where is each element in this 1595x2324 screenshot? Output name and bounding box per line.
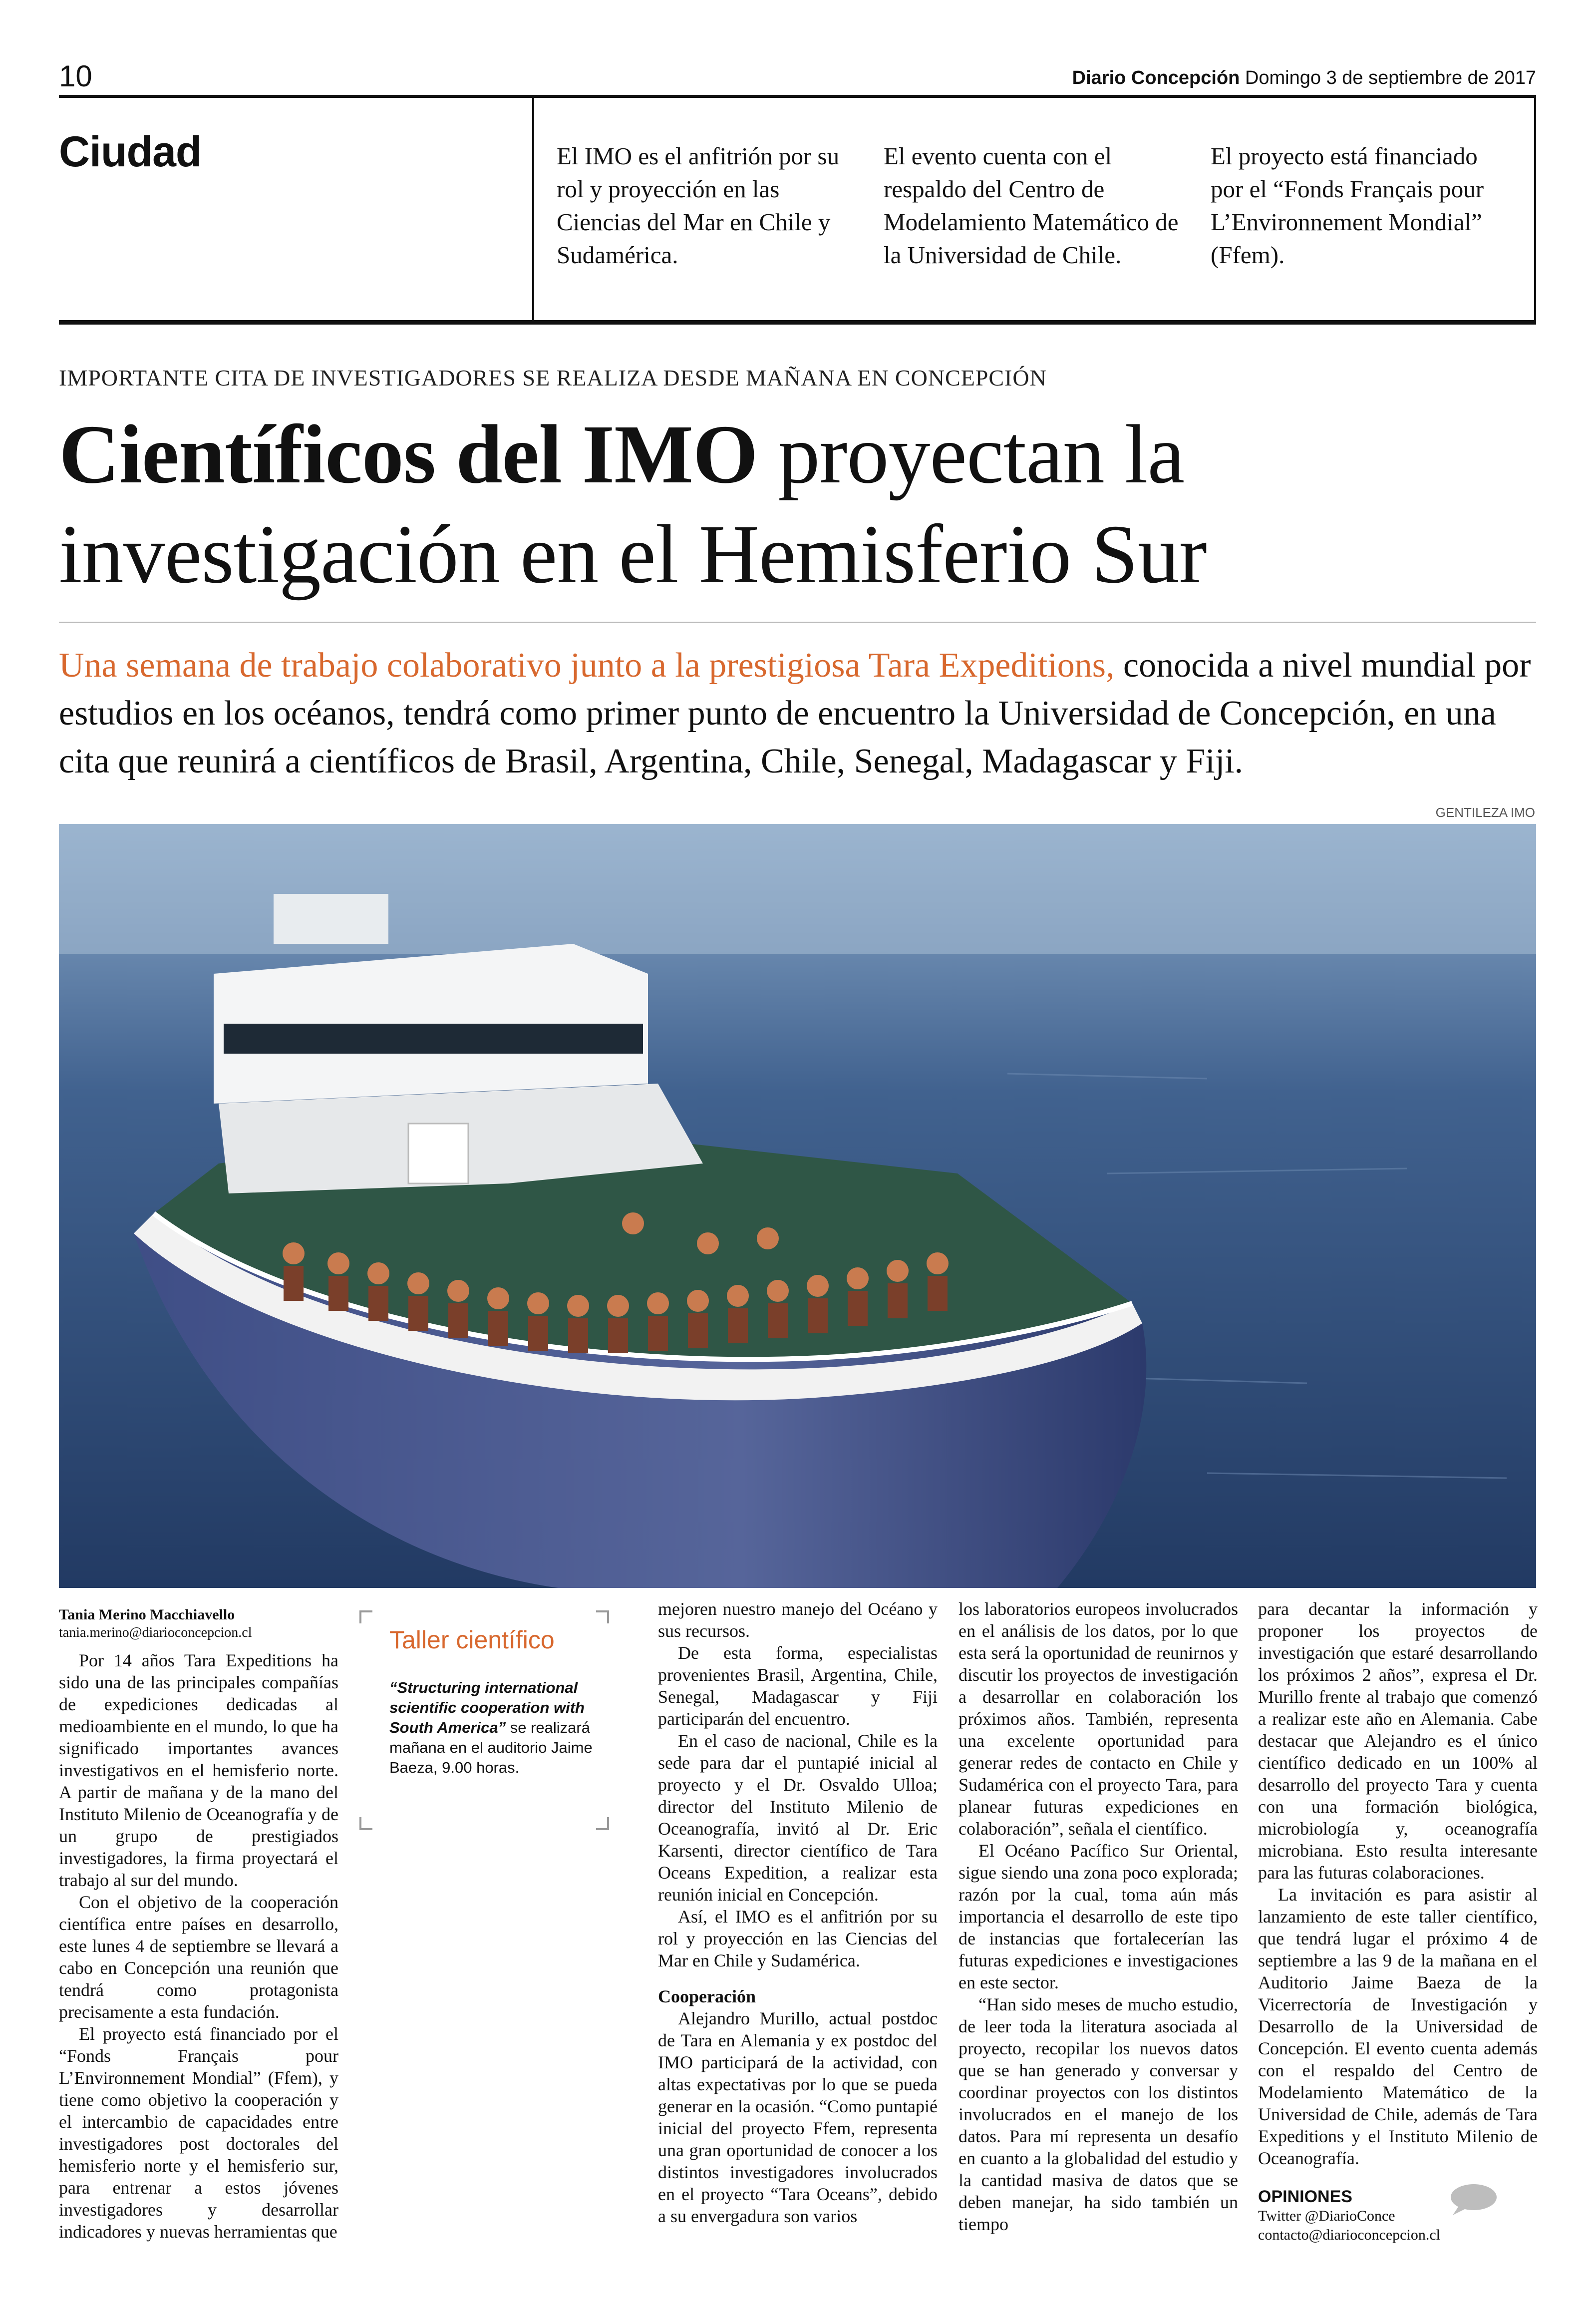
deck-rest: conocida a nivel mundial por estudios en los océanos, tendrá como primer punto de encuentro la Universidad de Concepción, en una cita que reunirá a científicos de Brasil, Argentina, Chile, Senegal, Madagascar y Fiji.	[59, 646, 1531, 780]
paragraph: Con el objetivo de la cooperación científica entre países en desarrollo, este lunes 4 de septiembre se llevará a cabo en Concepción una reunión que tendrá como protagonista precisamente a esta fundación.	[59, 1892, 338, 2022]
headline-rule	[59, 622, 1536, 623]
opiniones-twitter[interactable]: Twitter @DiarioConce	[1258, 2208, 1395, 2224]
paragraph: para decantar la información y proponer los proyectos de investigación que estaré desarrollando los próximos 2 años”, expresa el Dr. Murillo frente al trabajo que comenzó a realizar este año en Alemania. Cabe destacar que Alejandro es el único científico dedicado en un 100% al desarrollo del proyecto Tara y cuenta con una formación biológica, microbiología y, oceanografía microbiana. Esto resulta interesante para las futuras colaboraciones.	[1258, 1599, 1538, 1883]
opiniones-email[interactable]: contacto@diarioconcepcion.cl	[1258, 2227, 1440, 2243]
paragraph: De esta forma, especialistas provenientes Brasil, Argentina, Chile, Senegal, Madagascar y Fiji participarán del encuentro.	[658, 1643, 938, 1729]
article-column-4	[958, 1598, 1238, 2235]
publication-name: Diario Concepción	[1072, 67, 1240, 88]
header-info	[1072, 67, 1536, 89]
highlight-2: El evento cuenta con el respaldo del Centro de Modelamiento Matemático de la Universidad de Chile.	[884, 142, 1179, 269]
author-email[interactable]: tania.merino@diarioconcepcion.cl	[59, 1625, 252, 1640]
issue-date: Domingo 3 de septiembre de 2017	[1245, 67, 1536, 88]
bracket-top-right	[596, 1610, 609, 1623]
taller-sidebar	[359, 1610, 609, 1830]
article-column-1	[59, 1605, 338, 2243]
speech-bubble-icon	[1448, 2182, 1498, 2217]
ship-photo	[59, 824, 1536, 1588]
deck-highlight: Una semana de trabajo colaborativo junto a la prestigiosa Tara Expeditions,	[59, 646, 1115, 685]
paragraph: Así, el IMO es el anfitrión por su rol y proyección en las Ciencias del Mar en Chile y Sudamérica.	[658, 1907, 938, 1970]
sidebar-text	[389, 1678, 599, 1778]
paragraph: los laboratorios europeos involucrados en el análisis de los datos, por lo que esta será la oportunidad de reunirnos y discutir los proyectos de investigación a desarrollar en colaboración los próximos años. También, representa una excelente oportunidad para generar redes de contacto en Chile y Sudamérica con el proyecto Tara, para planear futuras expediciones en colaboración”, señala el científico.	[958, 1599, 1238, 1839]
paragraph: Por 14 años Tara Expeditions ha sido una de las principales compañías de expediciones dedicadas al medioambiente en el mundo, lo que ha significado importantes avances investigativos en el hemisferio norte. A partir de mañana y de la mano del Instituto Milenio de Oceanografía y de un grupo de prestigiados investigadores, la firma proyectará el trabajo al sur del mundo.	[59, 1650, 338, 1890]
opiniones-box	[1258, 2187, 1498, 2245]
paragraph: “Han sido meses de mucho estudio, de leer toda la literatura asociada al proyecto, recopilar los nuevos datos que se han generado y conversar y coordinar proyectos con los distintos involucrados en el manejo de los datos. Para mí representa un desafío en cuanto a la globalidad del estudio y la cantidad masiva de datos que se deben manejar, ha sido también un tiempo	[958, 1994, 1238, 2234]
paragraph: En el caso de nacional, Chile es la sede para dar el puntapié inicial al proyecto y el Dr. Osvaldo Ulloa; director del Instituto Milenio de Oceanografía, invitó al Dr. Eric Karsenti, director científico de Tara Oceans Expedition, a realizar esta reunión inicial en Concepción.	[658, 1731, 938, 1905]
bracket-top-left	[359, 1610, 372, 1623]
deck	[59, 642, 1537, 785]
sidebar-title: Taller científico	[389, 1626, 555, 1654]
headline	[59, 404, 1532, 604]
sidebar-italic: “Structuring international scientific cooperation with South America”	[389, 1679, 585, 1736]
paragraph: El proyecto está financiado por el “Fonds Français pour L’Environnement Mondial” (Ffem), y tiene como objetivo la cooperación y el intercambio de capacidades entre investigadores post doctorales del hemisferio norte y el hemisferio sur, para entrenar a estos jóvenes investigadores y desarrollar indicadores y nuevas herramientas que	[59, 2024, 338, 2242]
paragraph: La invitación es para asistir al lanzamiento de este taller científico, que tendrá lugar el próximo 4 de septiembre a las 9 de la mañana en el Auditorio Jaime Baeza de la Vicerrectoría de Investigación y Desarrollo de la Universidad de Concepción. El evento cuenta además con el respaldo del Centro de Modelamiento Matemático de la Universidad de Chile, además de Tara Expeditions y el Instituto Milenio de Oceanografía.	[1258, 1885, 1538, 2168]
highlight-box-left-rule	[532, 98, 534, 320]
photo-credit: GENTILEZA IMO	[1435, 805, 1535, 820]
page-number: 10	[59, 59, 92, 93]
bracket-bottom-left	[359, 1817, 372, 1830]
section-title: Ciudad	[59, 128, 202, 176]
article-column-3	[658, 1598, 938, 2227]
paragraph: El Océano Pacífico Sur Oriental, sigue siendo una zona poco explorada; razón por la cual, toma aún más importancia el desarrollo de este tipo de instancias que fortalecerían las futuras expediciones e investigaciones en este sector.	[958, 1841, 1238, 1992]
highlight-box-right-rule	[1534, 98, 1536, 320]
article-column-5	[1258, 1598, 1538, 2169]
kicker: IMPORTANTE CITA DE INVESTIGADORES SE REALIZA DESDE MAÑANA EN CONCEPCIÓN	[59, 365, 1047, 390]
paragraph: Alejandro Murillo, actual postdoc de Tara en Alemania y ex postdoc del IMO participará de la actividad, con altas expectativas por lo que se pueda generar en la ocasión. “Como puntapié inicial del proyecto Ffem, representa una gran oportunidad de conocer a los distintos investigadores involucrados en el proyecto “Tara Oceans”, debido a su envergadura son varios	[658, 2008, 938, 2226]
paragraph: mejoren nuestro manejo del Océano y sus recursos.	[658, 1599, 938, 1641]
highlight-box-bottom-rule	[59, 320, 1536, 325]
author-name: Tania Merino Macchiavello	[59, 1606, 235, 1623]
subheading: Cooperación	[658, 1986, 756, 2006]
ship-illustration	[59, 824, 1536, 1588]
highlight-1: El IMO es el anfitrión por su rol y proyección en las Ciencias del Mar en Chile y Sudamérica.	[557, 142, 840, 269]
header-rule	[59, 95, 1536, 98]
sidebar-rest: se realizará mañana en el auditorio Jaime Baeza, 9.00 horas.	[389, 1719, 593, 1776]
headline-rest: proyectan la investigación en el Hemisferio Sur	[59, 408, 1207, 601]
opiniones-title: OPINIONES	[1258, 2187, 1352, 2206]
highlight-3: El proyecto está financiado por el “Fonds Français pour L’Environnement Mondial” (Ffem).	[1211, 142, 1484, 269]
headline-bold: Científicos del IMO	[59, 408, 758, 501]
bracket-bottom-right	[596, 1817, 609, 1830]
